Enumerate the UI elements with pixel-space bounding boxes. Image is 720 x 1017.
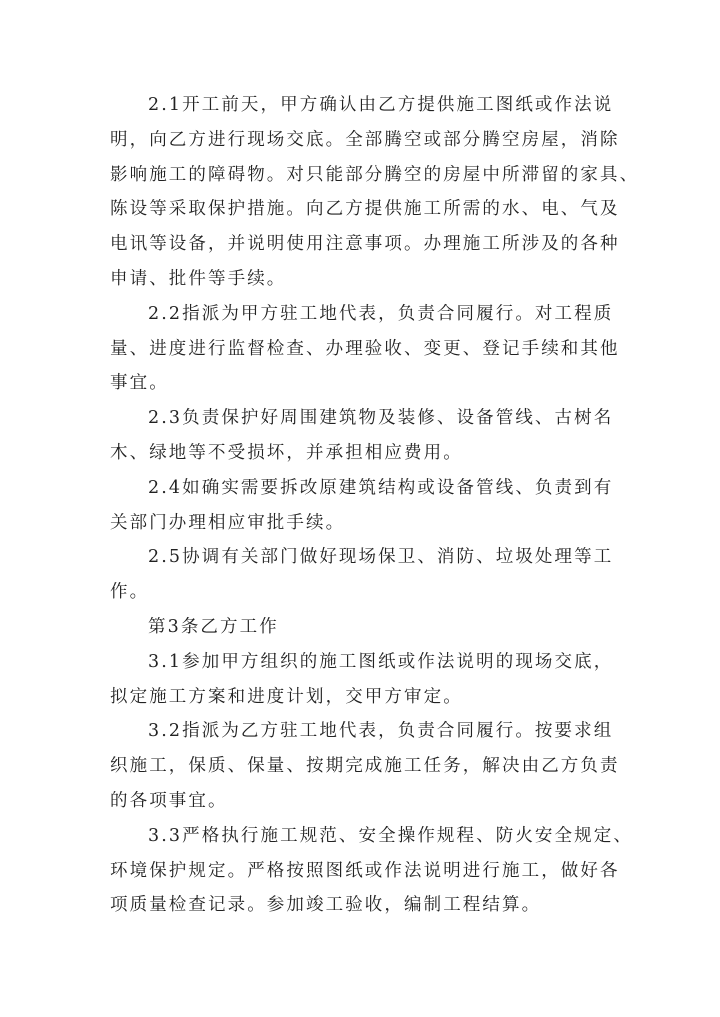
- text-line: 明，向乙方进行现场交底。全部腾空或部分腾空房屋，消除: [110, 129, 620, 150]
- document-body: [110, 88, 640, 923]
- text-line: 环境保护规定。严格按照图纸或作法说明进行施工，做好各: [110, 860, 620, 881]
- text-line: 量、进度进行监督检查、办理验收、变更、登记手续和其他: [110, 338, 620, 359]
- text-line: 2.5协调有关部门做好现场保卫、消防、垃圾处理等工: [148, 547, 614, 568]
- text-line: 木、绿地等不受损坏，并承担相应费用。: [110, 442, 463, 463]
- text-line: 事宜。: [110, 373, 169, 394]
- section-heading: 第3条乙方工作: [148, 616, 279, 637]
- text-line: 3.1参加甲方组织的施工图纸或作法说明的现场交底，: [148, 651, 614, 672]
- text-line: 织施工，保质、保量、按期完成施工任务，解决由乙方负责: [110, 756, 620, 777]
- text-line: 2.1开工前天，甲方确认由乙方提供施工图纸或作法说: [148, 95, 614, 115]
- text-line: 电讯等设备，并说明使用注意事项。办理施工所涉及的各种: [110, 234, 620, 255]
- text-line: 3.2指派为乙方驻工地代表，负责合同履行。按要求组: [148, 721, 614, 742]
- text-line: 2.2指派为甲方驻工地代表，负责合同履行。对工程质: [148, 303, 614, 324]
- text-line: 2.3负责保护好周围建筑物及装修、设备管线、古树名: [148, 408, 614, 429]
- text-line: 项质量检查记录。参加竣工验收，编制工程结算。: [110, 895, 542, 916]
- text-line: 作。: [110, 582, 150, 603]
- text-line: 拟定施工方案和进度计划，交甲方审定。: [110, 686, 463, 707]
- text-line: 关部门办理相应审批手续。: [110, 512, 346, 533]
- text-line: 陈设等采取保护措施。向乙方提供施工所需的水、电、气及: [110, 199, 620, 220]
- text-line: 3.3严格执行施工规范、安全操作规程、防火安全规定、: [148, 825, 633, 846]
- text-line: 2.4如确实需要拆改原建筑结构或设备管线、负责到有: [148, 477, 614, 498]
- text-line: 的各项事宜。: [110, 790, 228, 811]
- text-line: 影响施工的障碍物。对只能部分腾空的房屋中所滞留的家具、: [110, 164, 640, 185]
- text-line: 申请、批件等手续。: [110, 268, 287, 289]
